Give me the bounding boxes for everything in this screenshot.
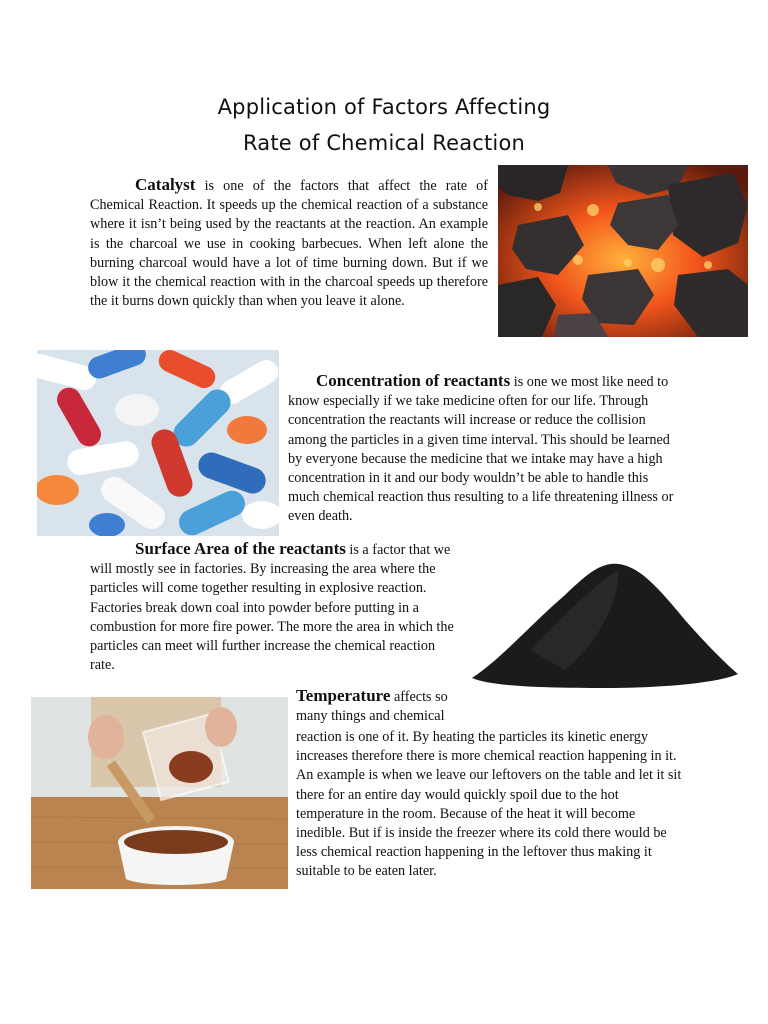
document-title-line2: Rate of Chemical Reaction bbox=[242, 131, 526, 155]
document-title-line1: Application of Factors Affecting bbox=[217, 95, 551, 119]
surface-area-heading: Surface Area of the reactants bbox=[135, 539, 346, 558]
surface-area-text: is a factor that we will mostly see in factories. By increasing the area where the particles will come together resulting in explosive reaction. Factories break down coal into powder before putting in a combustion for more fire power. The more the area in which the particles can meet will further increase the chemical reaction rate. bbox=[90, 542, 454, 674]
concentration-text: is one we most like need to know especially if we take medicine often for our life. Through concentration the reactants will increase or reduce the collision among the particles in a given time interval. This should be learned by everyone because the medicine that we intake may have a high concentration in it and our body wouldn’t be able to handle this much chemical reaction thus resulting to a life threatening illness or even death. bbox=[288, 374, 674, 525]
burning-charcoal-image bbox=[498, 165, 748, 337]
temperature-paragraph-rest bbox=[296, 728, 684, 882]
catalyst-paragraph bbox=[90, 175, 488, 311]
temperature-heading: Temperature bbox=[296, 686, 391, 705]
coal-powder-image bbox=[470, 540, 740, 690]
catalyst-text: is one of the factors that affect the rate of Chemical Reaction. It speeds up the chemical reaction of a substance where it isn’t being used by the reactants at the reaction. An example is the charcoal we use in cooking barbecues. When left alone the burning charcoal would have a lot of time burning down. But if we blow it the chemical reaction with in the charcoal speeds up therefore the it burns down quickly than when you leave it alone. bbox=[90, 178, 488, 310]
catalyst-heading: Catalyst bbox=[135, 175, 196, 194]
surface-area-paragraph bbox=[90, 539, 462, 675]
temperature-text-top: affects so many things and chemical bbox=[296, 689, 448, 725]
concentration-paragraph bbox=[288, 371, 676, 527]
leftovers-image bbox=[31, 697, 288, 889]
pills-image bbox=[37, 350, 279, 536]
concentration-heading: Concentration of reactants bbox=[316, 371, 511, 390]
temperature-text-rest: reaction is one of it. By heating the particles its kinetic energy increases therefore there is more chemical reaction happening in it. An example is when we leave our leftovers on the table and let it sit there for an entire day would quickly spoil due to the hot temperature in the room. Because of the heat it will become inedible. But if is inside the freezer where its cold there would be less chemical reaction happening in the leftover thus making it suitable to be eaten later. bbox=[296, 729, 682, 880]
temperature-paragraph-top bbox=[296, 686, 468, 726]
